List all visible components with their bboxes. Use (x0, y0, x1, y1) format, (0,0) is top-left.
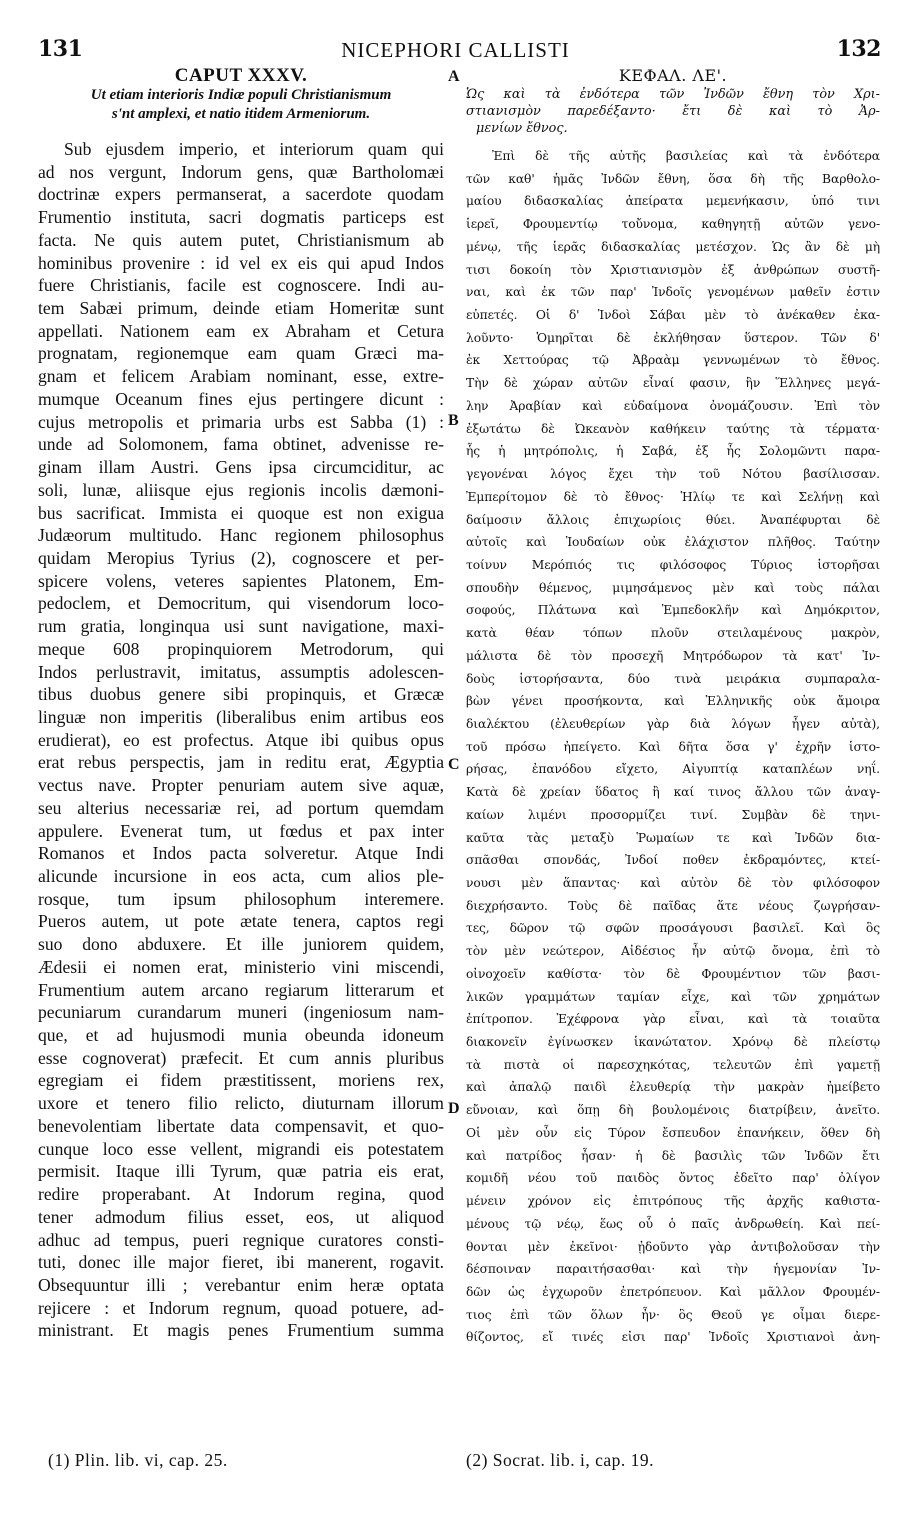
text-line: tener admodum filius esset, eos, ut aliquod (38, 1206, 444, 1227)
text-line: μένειν χρόνον εἰς ἐπιτρόπους τῆς ἀρχῆς καθιστα- (466, 1194, 880, 1209)
text-line: egregiam ei fidem præstitissent, moriens rex, (38, 1070, 444, 1091)
text-line: αὐτοῖς καὶ Ἰουδαίων οὐκ ἐλάχιστον πλῆθος. Ταύτην (466, 535, 880, 550)
text-line: λικῶν γραμμάτων ταμίαν εἶχε, καὶ τῶν χρημάτων (466, 989, 880, 1004)
text-line: δῶν ὡς ἐγχωροῦν ἐπετρόπευον. Καὶ μᾶλλον Φρουμέν- (466, 1284, 880, 1299)
text-line: erudierat), eo est profectus. Atque ibi quibus opus (38, 729, 444, 750)
text-line: rum gratia, longinqua usi sunt navigatione, maxi- (38, 616, 444, 637)
text-line: λην Ἀραβίαν καὶ εὐδαίμονα ὀνομάζουσιν. Ἐπὶ τὸν (466, 398, 880, 413)
running-title: NICEPHORI CALLISTI (341, 38, 570, 62)
text-line: οἰνοχοεῖν καθίστα· τὸν δὲ Φρουμέντιον τῶν βασι- (466, 966, 880, 981)
greek-chapter-summary (466, 86, 880, 137)
footnote-left: (1) Plin. lib. vi, cap. 25. (48, 1450, 228, 1470)
greek-summary-line: Ὡς καὶ τὰ ἐνδότερα τῶν Ἰνδῶν ἔθνη τὸν Χρι- (466, 87, 880, 102)
text-line: νουσι μὲν ἅπαντας· καὶ αὐτὸν δὲ τὸν φιλόσοφον (466, 876, 880, 890)
text-line: ἐκ Χεττούρας τῷ Ἀβραὰμ γεννωμένων τὸ ἔθνος. (466, 353, 880, 368)
text-line: appellati. Nationem eam ex Abraham et Cetura (38, 320, 444, 341)
text-line: τῶν καθ' ἡμᾶς Ἰνδῶν ἔθνη, ὅσα δὴ τῆς Βαρθολο- (466, 171, 880, 186)
text-line: hominibus provenire : id vel ex eis qui apud Indos (38, 252, 444, 273)
text-line: καῦτα τὰς μεταξὺ Ῥωμαίων τε καὶ Ἰνδῶν δια- (466, 830, 880, 845)
text-line: quidam Meropius Tyrius (2), cognoscere et per- (38, 547, 444, 568)
text-line: Indos perlustravit, imitatus, assumptis adolescen- (38, 661, 444, 682)
footnote-right: (2) Socrat. lib. i, cap. 19. (466, 1450, 654, 1470)
text-line: permisit. Itaque illi Tyrum, quæ patria eis erat, (38, 1161, 444, 1182)
text-line: ἐπίτροπον. Ἐχέφρονα γὰρ εἶναι, καὶ τὰ τοιαῦτα (466, 1012, 880, 1027)
text-line: Ἐπὶ δὲ τῆς αὐτῆς βασιλείας καὶ τὰ ἐνδότερα (492, 149, 880, 163)
text-line: σπουδὴν θέμενος, μιμησάμενος μὲν καὶ τοὺς πάλαι (466, 580, 880, 595)
text-line: rosque, tum ipsum philosophum interemere. (38, 888, 444, 909)
text-line: τοῦ πρόσω ἠπείγετο. Καὶ δῆτα ὅσα γ' ἐχρῆν ἱστο- (466, 739, 880, 754)
latin-chapter-heading: CAPUT XXXV. (174, 65, 308, 86)
text-line: Romanos et Indos pacta solveretur. Atque Indi (38, 843, 444, 864)
page-number-left: 131 (38, 36, 83, 62)
text-line: τὰ πιστὰ οἱ παρεσχηκότας, τελευτῶν ἐπὶ γαμετῇ (466, 1057, 880, 1072)
text-line: uxore et tenero filio relicto, diuturnam illorum (38, 1093, 444, 1114)
text-line: θίζοντος, εἴ τινές εἰσι παρ' Ἰνδοῖς Χριστιανοὶ ἀνη- (466, 1330, 880, 1345)
text-line: spicere volens, veteres sapientes Platonem, Em- (38, 570, 444, 591)
text-line: seu alterius necessariæ rei, ad portum quemdam (38, 797, 444, 818)
text-line: κομιδῆ νέου τοῦ παιδὸς ὄντος ἐδεῖτο παρ' ὀλίγον (466, 1171, 880, 1186)
page-number-right: 132 (836, 36, 881, 62)
text-line: τὸν μὲν νεώτερον, Αἰδέσιος ἦν αὐτῷ ὄνομα, ἐπὶ τὸ (466, 944, 880, 959)
text-line: καὶ πατρίδος ἦσαν· ἡ δὲ βασιλὶς τῶν Ἰνδῶν ἔτι (466, 1148, 880, 1163)
text-line: bus sacrificat. Immista ei quoque est non exigua (38, 502, 444, 523)
text-line: σπᾶσθαι σπονδάς, Ἰνδοί ποθεν ἐκδραμόντες, κτεί- (466, 853, 880, 868)
text-line: alicunde incursione in eos acta, cum alios ple- (38, 866, 444, 886)
text-line: redire properabant. At Indorum regina, quod (38, 1184, 444, 1205)
text-line: fuere Christianis, facile est cognoscere. Indi au- (38, 275, 444, 296)
text-line: gnam et felicem Arabiam nominant, esse, extre- (38, 366, 444, 387)
text-line: Ἐμπερίτομον δὲ τὸ ἔθνος· Ἡλίῳ τε καὶ Σελήνῃ καὶ (466, 489, 880, 504)
text-line: soli, lunæ, aliisque ejus regionis incolis dæmoni- (38, 479, 444, 500)
text-line: ministrant. Et magis penes Frumentium summa (38, 1320, 444, 1341)
text-line: ναι, καὶ ἐκ τῶν παρ' Ἰνδοῖς γενομένων μαθεῖν ἐστιν (466, 285, 880, 300)
latin-summary-line: Ut etiam interioris Indiæ populi Christianismum (90, 87, 392, 103)
text-line: tuti, donec ille major fieret, ibi manerent, rogavit. (38, 1252, 444, 1273)
text-line: linguæ non imperitis (liberalibus enim artibus eos (38, 706, 444, 727)
text-line: εὐπετές. Οἱ δ' Ἰνδοὶ Σάβαι μὲν τὸ ἀνέκαθεν ἐκα- (466, 308, 880, 323)
text-line: tibus duobus genere sibi propinquis, et Græcæ (38, 684, 444, 705)
text-line: λοῦντο· Ὁμηρῖται δὲ ἐκλήθησαν ὕστερον. Τῶν δ' (466, 330, 880, 345)
text-line: que, et ad hujusmodi munia obeunda idoneum (38, 1025, 444, 1046)
text-line: ἧς ἡ μητρόπολις, ἡ Σαβά, ἐξ ἧς Σολομῶντι παρα- (466, 444, 880, 459)
text-line: θονται μὲν ἐκεῖνοι· ᾐδοῦντο γὰρ ἀντιβολοῦσαν τὴν (466, 1239, 880, 1254)
latin-column (38, 66, 444, 1342)
text-line: ad nos vergunt, Indorum gens, quæ Bartholomæi (38, 161, 444, 182)
text-line: καὶ ἀπαλῷ παιδὶ ἐλευθερίᾳ τὴν μακρὰν ἠμείβετο (466, 1080, 880, 1095)
text-line: Κατὰ δὲ χρείαν ὕδατος ἢ καί τινος ἄλλου τῶν ἀναγ- (466, 785, 880, 800)
latin-text-body (38, 138, 444, 1342)
text-line: benevolentiam libertate data compensavit, et quo- (38, 1115, 444, 1136)
text-line: erat rebus perspectis, jam in reditu erat, Ægyptia (38, 752, 444, 773)
text-line: ἱερεῖ, Φρουμεντίῳ τοὔνομα, καθηγητῇ αὐτῶν γενο- (466, 217, 880, 232)
text-line: esse cognoverat) præfecit. Et cum annis pluribus (38, 1047, 444, 1068)
text-line: pecuniarum curandarum muneri (ingeniosum nam- (38, 1002, 444, 1023)
greek-column (466, 66, 880, 1349)
text-line: facta. Ne quis autem putet, Christianismum ab (38, 229, 444, 250)
text-line: Obsequuntur illi ; verebantur enim heræ optata (38, 1274, 444, 1295)
text-line: doctrinæ expers permanserat, a sacerdote quodam (38, 184, 444, 205)
text-line: δοὺς ἱστορήσαντα, δύο τινὰ μειράκια συμπαραλα- (466, 671, 880, 686)
greek-summary-line: στιανισμὸν παρεδέξαντο· ἔτι δὲ καὶ τὸ Ἀρ- (466, 104, 880, 119)
text-line: γεγονέναι λόγος ἔχει τὴν τοῦ Νότου βασίλισσαν. (466, 467, 880, 482)
text-line: διεχρήσαντο. Τοὺς δὲ παῖδας ἅτε νέους ζωγρήσαν- (466, 898, 880, 913)
text-line: διαλέκτου (ἐλευθερίων γὰρ διὰ λόγων ἦγεν αὐτὰ), (466, 716, 880, 731)
text-line: βὼν γένει προσήκοντα, καὶ Ἑλληνικῆς οὐκ ἄμοιρα (466, 694, 880, 709)
greek-chapter-heading: ΚΕΦΑΛ. ΛΕ'. (618, 66, 728, 85)
text-line: Judæorum multitudo. Hanc regionem philosophus (38, 525, 444, 546)
text-line: κατὰ θέαν τόπων πλοῦν στειλαμένους μακρὸν, (466, 626, 880, 641)
text-line: tem Sabæi primum, deinde etiam Homeritæ sunt (38, 298, 444, 319)
margin-letter-d: D (448, 1100, 460, 1117)
greek-summary-line: μενίων ἔθνος. (476, 121, 568, 136)
text-line: prognatam, regionemque eam quam Græci ma- (38, 343, 444, 364)
text-line: τες, δῶρον τῷ σφῶν προσάγουσι βασιλεῖ. Καὶ ὃς (466, 921, 880, 936)
text-line: vectus nave. Propter penuriam autem sive aquæ, (38, 775, 444, 796)
text-line: δαίμοσιν ἄλλοις ἐπιχωρίοις θύει. Ἀναπέφυρται δὲ (466, 512, 880, 527)
text-line: mumque Oceanum fines ejus pertingere dicunt : (38, 388, 444, 409)
text-line: Τὴν δὲ χώραν αὐτῶν εἶναί φασιν, ἣν Ἕλληνες μεγά- (466, 376, 880, 391)
text-line: τισι δοκοίη τὸν Χριστιανισμὸν ἐξ ἀνθρώπων συστῆ- (466, 262, 880, 277)
text-line: μαίου διδασκαλίας ἀπείρατα μεμενήκασιν, ὑπό τινι (466, 194, 880, 209)
latin-summary-line: s'nt amplexi, et natio itidem Armeniorum. (111, 106, 371, 122)
text-line: adhuc ad tempus, pueri regnique curatores consti- (38, 1229, 444, 1250)
text-line: appulere. Evenerat tum, ut fœdus et pax inter (38, 820, 444, 841)
text-line: Sub ejusdem imperio, et interiorum quam qui (64, 139, 444, 159)
text-line: Οἱ μὲν οὖν εἰς Τύρον ἔσπευδον ἐπανήκειν, ὅθεν δὴ (466, 1125, 880, 1140)
margin-letter-c: C (448, 756, 460, 773)
text-line: μένους τῷ νέῳ, ἕως οὗ ὁ παῖς ἀνδρωθείη. Καὶ πεί- (466, 1216, 880, 1231)
text-line: μάλιστα δὲ τὸν προσεχῆ Μητρόδωρον τὰ κατ' Ἰν- (466, 648, 880, 663)
text-line: ginam illam Austri. Gens ipsa circumciditur, ac (38, 457, 444, 478)
text-line: Ædesii ei nomen erat, ministerio vini miscendi, (38, 956, 444, 977)
text-line: εὔνοιαν, καὶ ὅπῃ δὴ βουλομένοις διατρίβειν, ἀνεῖτο. (466, 1103, 880, 1118)
text-line: διακονεῖν ἐγίνωσκεν ἱκανώτατον. Χρόνῳ δὲ πλείστῳ (466, 1035, 880, 1050)
text-line: cunque loco esse vellent, migrandi eis potestatem (38, 1138, 444, 1159)
text-line: καίων λιμένι προσορμίζει τινί. Συμβὰν δὲ τηνι- (466, 807, 880, 822)
text-line: suo dono abduxere. Et ille juniorem quidem, (38, 934, 444, 955)
text-line: Pueros autem, ut pote ætate tenera, captos regi (38, 911, 444, 932)
greek-text-body (466, 145, 880, 1349)
text-line: Frumentium autem arcano regiarum litterarum et (38, 979, 444, 1000)
text-line: meque 608 propinquiorem Metrodorum, qui (38, 638, 444, 659)
latin-chapter-summary (38, 86, 444, 124)
text-line: τιος ἐπὶ τῶν ὅλων ἦν· ὃς Θεοῦ γε οἶμαι διερε- (466, 1307, 880, 1322)
margin-letter-a: A (448, 68, 460, 85)
text-line: ρήσας, ἐπανόδου εἴχετο, Αἰγυπτίᾳ καταπλέων νηΐ. (466, 762, 880, 777)
margin-letter-b: B (448, 412, 459, 429)
text-line: δέσποιναν παραιτήσασθαι· καὶ τὴν ἡγεμονίαν Ἰν- (466, 1262, 880, 1277)
text-line: μένῳ, τῆς ἱερᾶς διδασκαλίας μετέσχον. Ὡς ἂν δὲ μὴ (466, 239, 880, 254)
page-header (0, 36, 911, 66)
text-line: cujus metropolis et primaria urbs est Sabba (1) : (38, 411, 444, 432)
text-line: pedoclem, et Democritum, qui visendorum loco- (38, 593, 444, 614)
text-line: rejicere : et Indorum regnum, quoad potuere, ad- (38, 1297, 444, 1318)
text-line: ἐξωτάτω δὲ Ὠκεανὸν καθήκειν ταύτης τὰ τέρματα· (466, 421, 880, 436)
text-line: τοίνυν Μερόπιός τις φιλόσοφος Τύριος ἱστορῆσαι (466, 557, 880, 572)
text-line: unde ad Solomonem, fama obtinet, advenisse re- (38, 434, 444, 455)
text-line: Frumentio instituta, sacri dogmatis particeps est (38, 207, 444, 228)
text-line: σοφούς, Πλάτωνα καὶ Ἐμπεδοκλῆν καὶ Δημόκριτον, (466, 603, 880, 618)
